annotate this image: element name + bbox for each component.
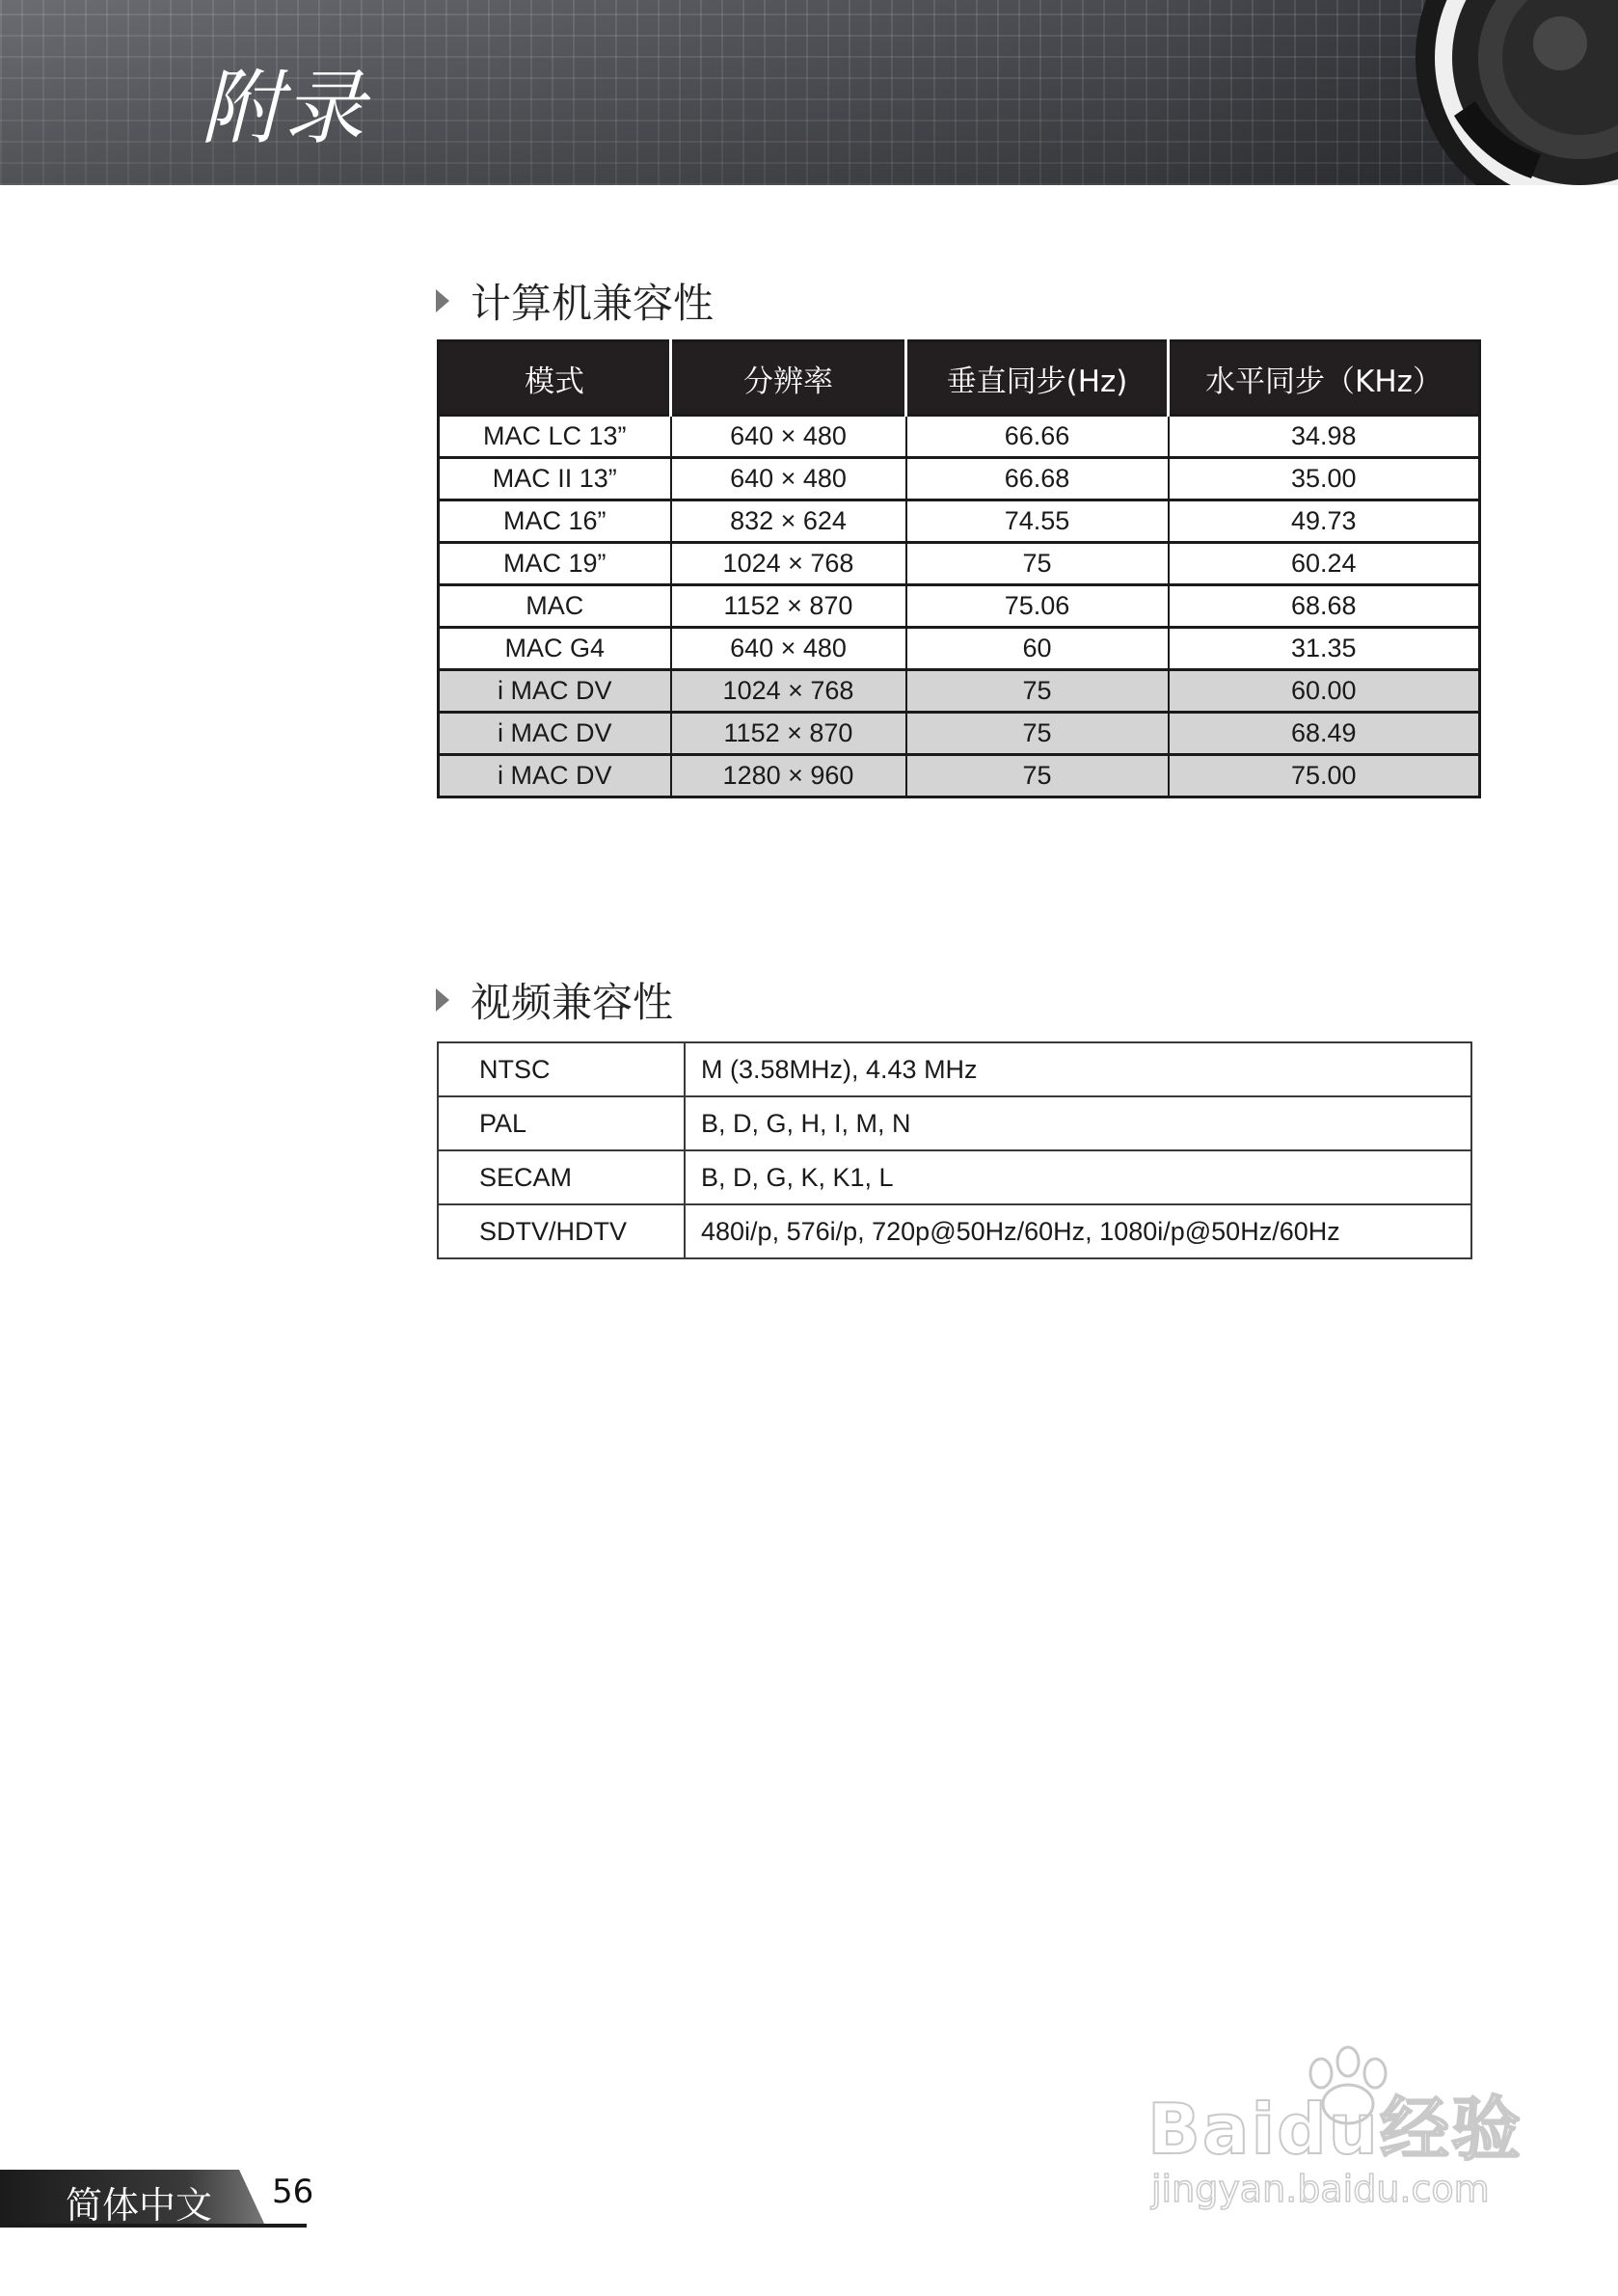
cell-v-sync: 66.66 (906, 416, 1169, 458)
column-header-v-sync: 垂直同步(Hz) (906, 341, 1169, 416)
table-row (438, 1150, 1471, 1204)
cell-h-sync: 60.24 (1169, 543, 1480, 585)
cell-v-sync: 75 (906, 543, 1169, 585)
table-row (439, 713, 1480, 755)
table-row (439, 416, 1480, 458)
lens-icon (1396, 0, 1618, 185)
cell-standard: SDTV/HDTV (438, 1204, 685, 1258)
cell-mode: MAC (439, 585, 671, 628)
cell-mode: MAC 19” (439, 543, 671, 585)
table-row (439, 670, 1480, 713)
cell-h-sync: 68.68 (1169, 585, 1480, 628)
table-row (439, 585, 1480, 628)
cell-mode: i MAC DV (439, 755, 671, 797)
table-row (439, 755, 1480, 797)
table-row (439, 543, 1480, 585)
table-row (439, 628, 1480, 670)
cell-h-sync: 75.00 (1169, 755, 1480, 797)
cell-mode: MAC G4 (439, 628, 671, 670)
cell-supported-modes: M (3.58MHz), 4.43 MHz (685, 1042, 1471, 1096)
cell-mode: MAC II 13” (439, 458, 671, 500)
cell-mode: MAC 16” (439, 500, 671, 543)
cell-h-sync: 35.00 (1169, 458, 1480, 500)
cell-v-sync: 75 (906, 713, 1169, 755)
table-row (438, 1204, 1471, 1258)
cell-mode: i MAC DV (439, 670, 671, 713)
watermark-url: jingyan.baidu.com (1151, 2168, 1490, 2210)
cell-v-sync: 74.55 (906, 500, 1169, 543)
column-header-h-sync: 水平同步（KHz） (1169, 341, 1480, 416)
cell-v-sync: 75.06 (906, 585, 1169, 628)
table-row (438, 1096, 1471, 1150)
computer-compat-heading (436, 272, 714, 330)
cell-supported-modes: 480i/p, 576i/p, 720p@50Hz/60Hz, 1080i/p@50Hz/60Hz (685, 1204, 1471, 1258)
page-number: 56 (272, 2173, 314, 2211)
watermark-logo-text: Baidu经验 (1147, 2089, 1523, 2170)
cell-h-sync: 31.35 (1169, 628, 1480, 670)
cell-supported-modes: B, D, G, K, K1, L (685, 1150, 1471, 1204)
cell-mode: i MAC DV (439, 713, 671, 755)
arrow-right-icon (436, 988, 449, 1012)
cell-resolution: 640 × 480 (671, 416, 906, 458)
cell-standard: PAL (438, 1096, 685, 1150)
computer-compat-heading-text: 计算机兼容性 (471, 280, 715, 327)
computer-compat-table (437, 339, 1481, 798)
cell-resolution: 1024 × 768 (671, 543, 906, 585)
cell-resolution: 1024 × 768 (671, 670, 906, 713)
table-row (439, 458, 1480, 500)
page-title: 附录 (201, 61, 367, 155)
cell-v-sync: 66.68 (906, 458, 1169, 500)
table-row (439, 500, 1480, 543)
arrow-right-icon (436, 289, 449, 312)
cell-h-sync: 49.73 (1169, 500, 1480, 543)
table-header-row (439, 341, 1480, 416)
cell-h-sync: 60.00 (1169, 670, 1480, 713)
cell-resolution: 1152 × 870 (671, 585, 906, 628)
cell-resolution: 640 × 480 (671, 628, 906, 670)
cell-h-sync: 68.49 (1169, 713, 1480, 755)
cell-h-sync: 34.98 (1169, 416, 1480, 458)
column-header-resolution: 分辨率 (671, 341, 906, 416)
cell-supported-modes: B, D, G, H, I, M, N (685, 1096, 1471, 1150)
cell-v-sync: 75 (906, 755, 1169, 797)
column-header-mode: 模式 (439, 341, 671, 416)
header-banner (0, 0, 1618, 185)
cell-resolution: 832 × 624 (671, 500, 906, 543)
cell-resolution: 1152 × 870 (671, 713, 906, 755)
baidu-watermark (1147, 2044, 1533, 2228)
footer-language: 简体中文 (66, 2184, 213, 2227)
video-compat-table (437, 1041, 1472, 1259)
video-compat-heading (436, 971, 673, 1029)
cell-resolution: 1280 × 960 (671, 755, 906, 797)
cell-mode: MAC LC 13” (439, 416, 671, 458)
cell-standard: NTSC (438, 1042, 685, 1096)
table-row (438, 1042, 1471, 1096)
cell-resolution: 640 × 480 (671, 458, 906, 500)
cell-standard: SECAM (438, 1150, 685, 1204)
cell-v-sync: 60 (906, 628, 1169, 670)
video-compat-heading-text: 视频兼容性 (471, 979, 674, 1026)
cell-v-sync: 75 (906, 670, 1169, 713)
